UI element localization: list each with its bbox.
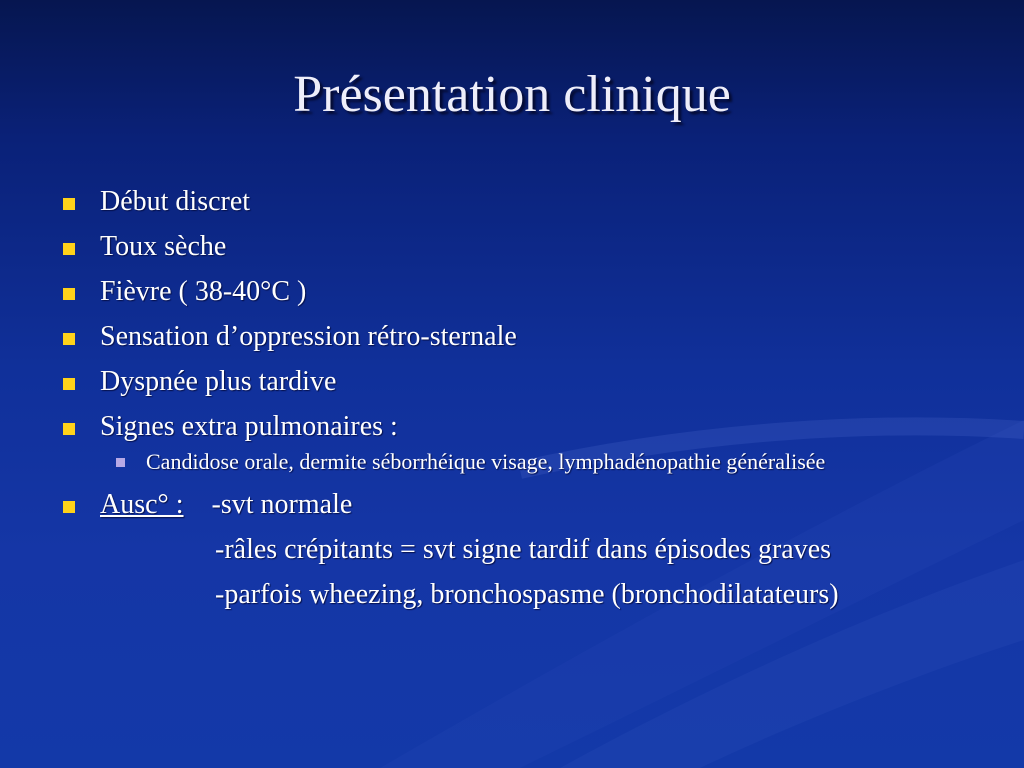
bullet-square-icon [63, 423, 75, 435]
bullet-item [60, 184, 980, 220]
bullet-text: Début discret [100, 186, 251, 217]
sub-bullet-text: Candidose orale, dermite séborrhéique visage, lymphadénopathie généralisée [146, 449, 826, 474]
bullet-text: Dyspnée plus tardive [100, 366, 337, 397]
bullet-square-icon [63, 198, 75, 210]
slide-title: Présentation clinique [293, 66, 731, 123]
bullet-item [60, 274, 980, 310]
bullet-item [60, 229, 980, 265]
ausc-continuation-line: -râles crépitants = svt signe tardif dans épisodes graves [215, 534, 832, 565]
bullet-item [60, 364, 980, 400]
bullet-item [60, 319, 980, 355]
bullet-square-icon [63, 378, 75, 390]
bullet-square-icon [63, 501, 75, 513]
ausc-label: Ausc° : [100, 489, 184, 520]
bullet-item [60, 409, 980, 445]
bullet-text: Sensation d’oppression rétro-sternale [100, 321, 517, 352]
bullet-square-icon [63, 288, 75, 300]
ausc-first-line: -svt normale [211, 489, 353, 520]
bullet-list [60, 184, 980, 613]
bullet-square-icon [63, 333, 75, 345]
sub-bullet-square-icon [116, 458, 125, 467]
bullet-item-ausc [60, 487, 980, 523]
sub-bullet-item [60, 448, 946, 475]
bullet-text: Toux sèche [100, 231, 227, 262]
bullet-square-icon [63, 243, 75, 255]
ausc-continuation-line: -parfois wheezing, bronchospasme (bronchodilatateurs) [215, 579, 839, 610]
bullet-text: Fièvre ( 38-40°C ) [100, 276, 307, 307]
bullet-text: Signes extra pulmonaires : [100, 411, 398, 442]
